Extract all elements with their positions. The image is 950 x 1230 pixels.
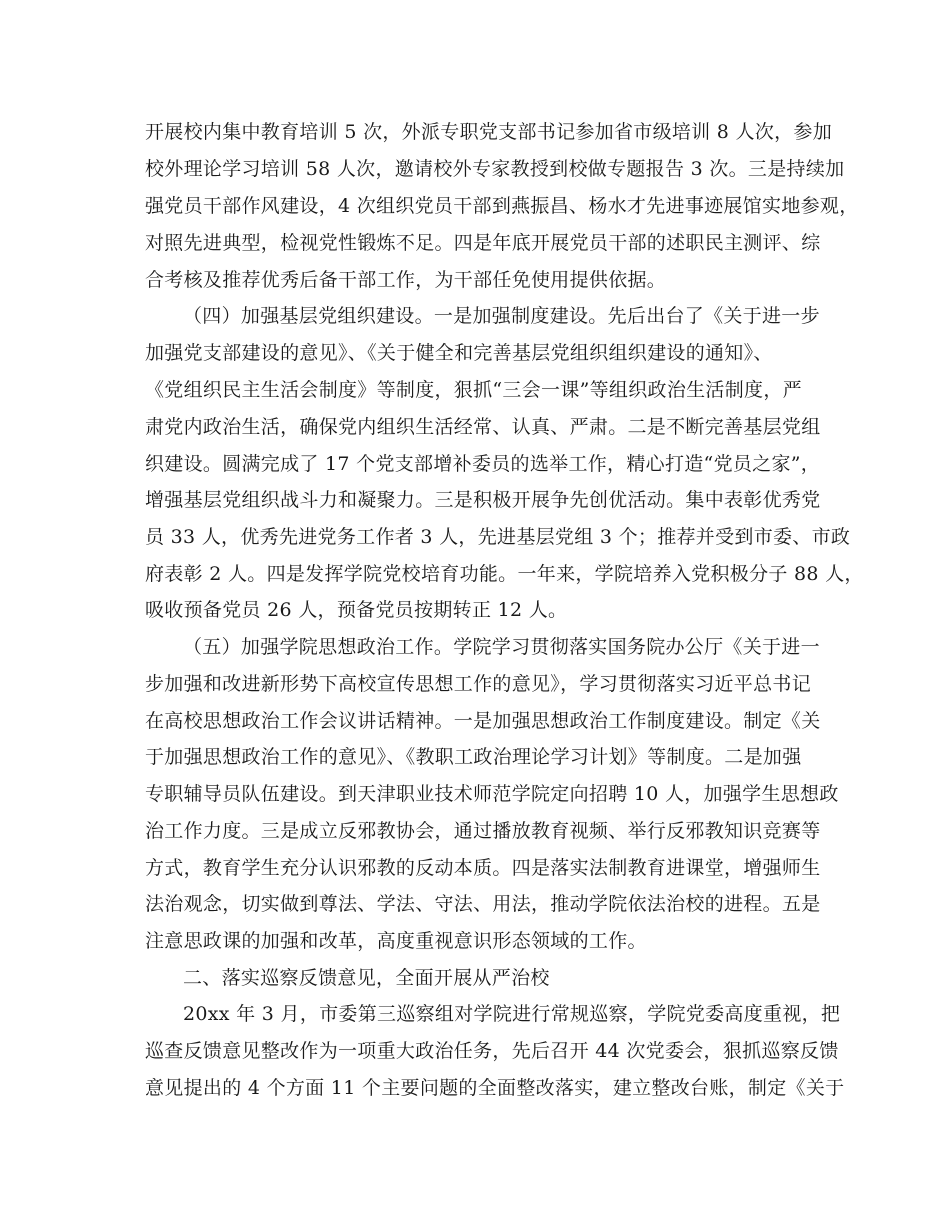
paragraph-start-line: 20xx 年 3 月，市委第三巡察组对学院进行常规巡察，学院党委高度重视，把 [183, 1003, 841, 1025]
text-line: 强党员干部作风建设，4 次组织党员干部到燕振昌、杨水才先进事迹展馆实地参观， [145, 195, 859, 217]
text-line: 于加强思想政治工作的意见》、《教职工政治理论学习计划》等制度。二是加强 [145, 746, 802, 768]
text-line: 在高校思想政治工作会议讲话精神。一是加强思想政治工作制度建设。制定《关 [145, 710, 821, 732]
text-line: 方式，教育学生充分认识邪教的反动本质。四是落实法制教育进课堂，增强师生 [145, 857, 821, 879]
text-line: 步加强和改进新形势下高校宣传思想工作的意见》，学习贯彻落实习近平总书记 [145, 673, 812, 695]
text-line: 校外理论学习培训 58 人次，邀请校外专家教授到校做专题报告 3 次。三是持续加 [145, 158, 845, 180]
text-line: 吸收预备党员 26 人，预备党员按期转正 12 人。 [145, 599, 568, 621]
section-heading: 二、落实巡察反馈意见，全面开展从严治校 [183, 967, 550, 989]
text-line: 合考核及推荐优秀后备干部工作，为干部任免使用提供依据。 [145, 269, 667, 291]
text-line: 法治观念，切实做到尊法、学法、守法、用法，推动学院依法治校的进程。五是 [145, 893, 821, 915]
text-line: 意见提出的 4 个方面 11 个主要问题的全面整改落实，建立整改台账，制定《关于 [145, 1077, 845, 1099]
text-line: 《党组织民主生活会制度》等制度，狠抓“三会一课”等组织政治生活制度，严 [145, 379, 802, 401]
text-line: 巡查反馈意见整改作为一项重大政治任务，先后召开 44 次党委会，狠抓巡察反馈 [145, 1040, 839, 1062]
text-line: 增强基层党组织战斗力和凝聚力。三是积极开展争先创优活动。集中表彰优秀党 [145, 489, 821, 511]
text-line: 对照先进典型，检视党性锻炼不足。四是年底开展党员干部的述职民主测评、综 [145, 232, 821, 254]
paragraph-start-line: （五）加强学院思想政治工作。学院学习贯彻落实国务院办公厅《关于进一 [183, 636, 820, 658]
text-line: 治工作力度。三是成立反邪教协会，通过播放教育视频、举行反邪教知识竞赛等 [145, 820, 821, 842]
text-line: 注意思政课的加强和改革，高度重视意识形态领域的工作。 [145, 930, 647, 952]
text-line: 加强党支部建设的意见》、《关于健全和完善基层党组织组织建设的通知》、 [145, 342, 773, 364]
text-line: 员 33 人，优秀先进党务工作者 3 人，先进基层党组 3 个；推荐并受到市委、市政 [145, 526, 851, 548]
text-line: 肃党内政治生活，确保党内组织生活经常、认真、严肃。二是不断完善基层党组 [145, 416, 821, 438]
text-line: 开展校内集中教育培训 5 次，外派专职党支部书记参加省市级培训 8 人次，参加 [145, 121, 833, 143]
text-line: 专职辅导员队伍建设。到天津职业技术师范学院定向招聘 10 人，加强学生思想政 [145, 783, 839, 805]
text-line: 府表彰 2 人。四是发挥学院党校培育功能。一年来，学院培养入党积极分子 88 人， [145, 563, 864, 585]
paragraph-start-line: （四）加强基层党组织建设。一是加强制度建设。先后出台了《关于进一步 [183, 305, 820, 327]
text-line: 织建设。圆满完成了 17 个党支部增补委员的选举工作，精心打造“党员之家”， [145, 453, 821, 475]
